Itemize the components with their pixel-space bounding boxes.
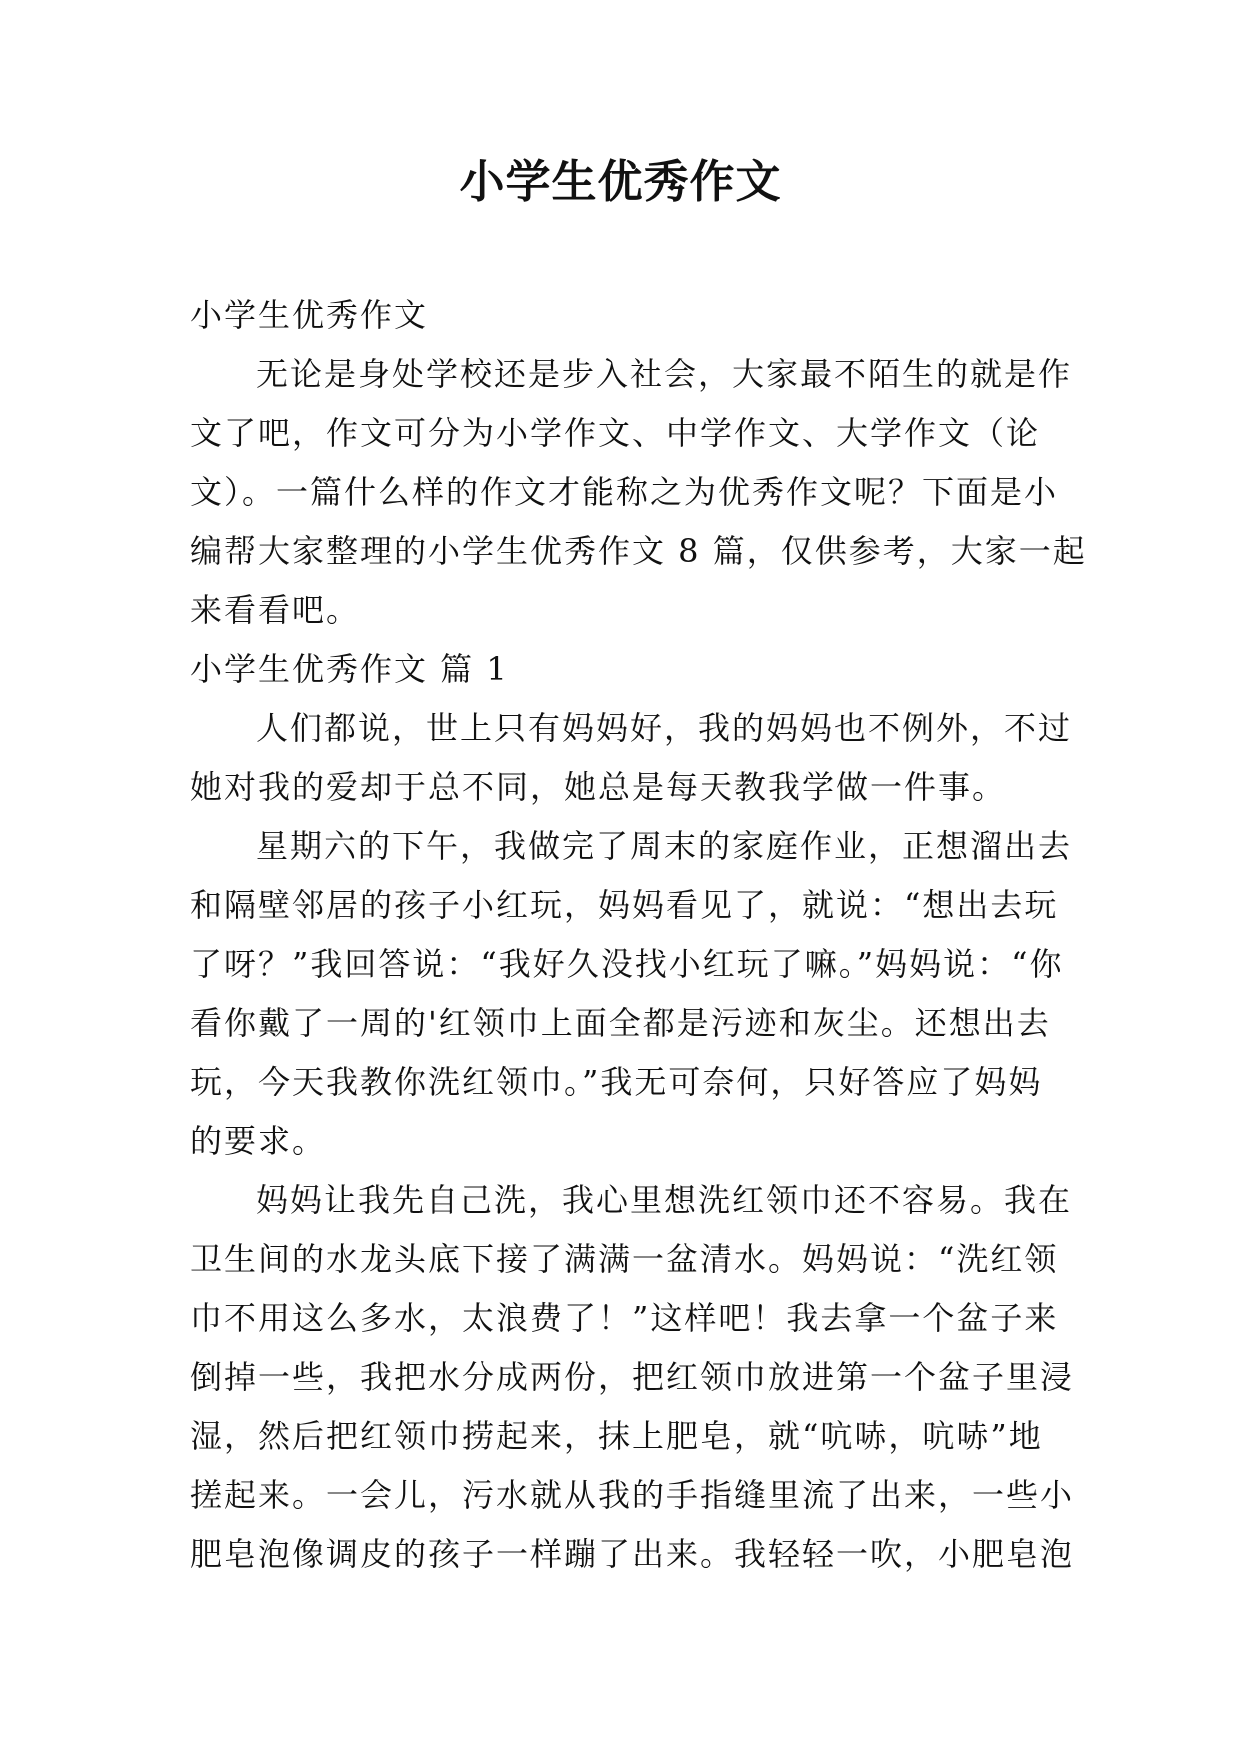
text-line: 搓起来。一会儿，污水就从我的手指缝里流了出来，一些小 xyxy=(190,1476,1075,1514)
text-line: 卫生间的水龙头底下接了满满一盆清水。妈妈说：“洗红领 xyxy=(190,1240,1059,1278)
text-line: 星期六的下午，我做完了周末的家庭作业，正想溜出去 xyxy=(256,827,1073,865)
text-line: 倒掉一些，我把水分成两份，把红领巾放进第一个盆子里浸 xyxy=(190,1358,1075,1396)
text-line: 和隔壁邻居的孩子小红玩，妈妈看见了，就说：“想出去玩 xyxy=(190,886,1059,924)
text-line: 小学生优秀作文 xyxy=(190,296,429,334)
text-line: 人们都说，世上只有妈妈好，我的妈妈也不例外，不过 xyxy=(256,709,1073,747)
text-line: 妈妈让我先自己洗，我心里想洗红领巾还不容易。我在 xyxy=(256,1181,1073,1219)
text-line: 无论是身处学校还是步入社会，大家最不陌生的就是作 xyxy=(256,355,1073,393)
text-line: 巾不用这么多水，太浪费了！”这样吧！我去拿一个盆子来 xyxy=(190,1299,1059,1337)
text-line: 肥皂泡像调皮的孩子一样蹦了出来。我轻轻一吹，小肥皂泡 xyxy=(190,1535,1075,1573)
document-body xyxy=(190,286,1087,1584)
text-line: 看你戴了一周的'红领巾上面全都是污迹和灰尘。还想出去 xyxy=(190,1004,1051,1042)
text-line: 的要求。 xyxy=(190,1122,327,1160)
text-line: 编帮大家整理的小学生优秀作文 8 篇，仅供参考，大家一起 xyxy=(190,532,1087,570)
text-line: 了呀？”我回答说：“我好久没找小红玩了嘛。”妈妈说：“你 xyxy=(190,945,1064,983)
text-line: 湿，然后把红领巾捞起来，抹上肥皂，就“吭哧，吭哧”地 xyxy=(190,1417,1043,1455)
text-line: 文）。一篇什么样的作文才能称之为优秀作文呢？下面是小 xyxy=(190,473,1059,511)
text-line: 玩，今天我教你洗红领巾。”我无可奈何，只好答应了妈妈 xyxy=(190,1063,1043,1101)
text-line: 来看看吧。 xyxy=(190,591,361,629)
document-title: 小学生优秀作文 xyxy=(459,155,782,208)
text-line: 文了吧，作文可分为小学作文、中学作文、大学作文（论 xyxy=(190,414,1041,452)
text-line: 她对我的爱却于总不同，她总是每天教我学做一件事。 xyxy=(190,768,1007,806)
text-line: 小学生优秀作文 篇 1 xyxy=(190,650,509,688)
